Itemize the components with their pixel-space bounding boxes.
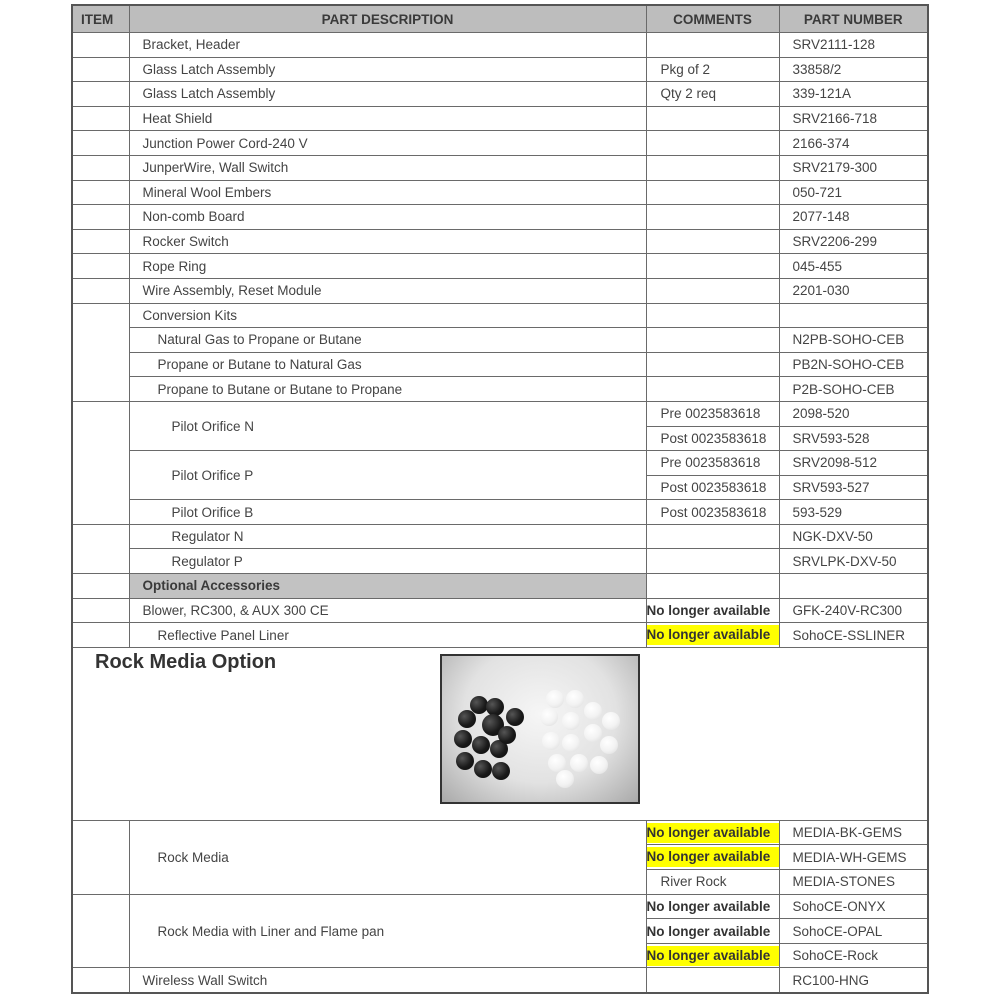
item-cell (72, 968, 129, 993)
part-number-cell: MEDIA-STONES (779, 870, 928, 895)
part-number-cell: SohoCE-OPAL (779, 919, 928, 944)
description-cell: Junction Power Cord-240 V (129, 131, 646, 156)
part-number-cell: PB2N-SOHO-CEB (779, 352, 928, 377)
table-row (72, 33, 928, 58)
part-number-cell (779, 574, 928, 599)
item-cell (72, 180, 129, 205)
black-gem (474, 760, 492, 778)
table-row (72, 968, 928, 993)
table-row (72, 131, 928, 156)
table-row (72, 524, 928, 549)
table-row (72, 205, 928, 230)
part-number-cell: 045-455 (779, 254, 928, 279)
comment-cell (646, 968, 779, 993)
white-gem (562, 734, 580, 752)
status-text-highlighted: No longer available (647, 625, 779, 645)
description-cell: Wire Assembly, Reset Module (129, 278, 646, 303)
header-item: ITEM (72, 5, 129, 33)
comment-cell: River Rock (646, 870, 779, 895)
part-number-cell: GFK-240V-RC300 (779, 598, 928, 623)
description-cell: Blower, RC300, & AUX 300 CE (129, 598, 646, 623)
status-text-highlighted: No longer available (647, 847, 779, 867)
part-number-cell: N2PB-SOHO-CEB (779, 328, 928, 353)
table-row (72, 155, 928, 180)
white-gem (570, 754, 588, 772)
description-cell: Pilot Orifice N (129, 401, 646, 450)
part-number-cell: P2B-SOHO-CEB (779, 377, 928, 402)
table-row (72, 303, 928, 328)
description-cell: Pilot Orifice B (129, 500, 646, 525)
item-cell (72, 106, 129, 131)
part-number-cell: SRV2179-300 (779, 155, 928, 180)
black-gem (498, 726, 516, 744)
white-gem (546, 690, 564, 708)
item-cell (72, 524, 129, 573)
description-cell: Glass Latch Assembly (129, 82, 646, 107)
white-gem (590, 756, 608, 774)
comment-cell: Pkg of 2 (646, 57, 779, 82)
description-cell: Bracket, Header (129, 33, 646, 58)
table-row (72, 820, 928, 845)
description-cell: Non-comb Board (129, 205, 646, 230)
white-gem (540, 708, 558, 726)
item-cell (72, 57, 129, 82)
part-number-cell: SRV2206-299 (779, 229, 928, 254)
comment-cell (646, 574, 779, 599)
item-cell (72, 820, 129, 894)
comment-cell: Post 0023583618 (646, 426, 779, 451)
comment-cell: Qty 2 req (646, 82, 779, 107)
comment-cell (646, 106, 779, 131)
item-cell (72, 33, 129, 58)
part-number-cell: RC100-HNG (779, 968, 928, 993)
item-cell (72, 155, 129, 180)
comment-cell (646, 131, 779, 156)
description-cell: Propane or Butane to Natural Gas (129, 352, 646, 377)
part-number-cell: NGK-DXV-50 (779, 524, 928, 549)
item-cell (72, 894, 129, 968)
comment-cell (646, 524, 779, 549)
white-gem (562, 712, 580, 730)
description-cell: Rocker Switch (129, 229, 646, 254)
part-number-cell: 2077-148 (779, 205, 928, 230)
header-row (72, 5, 928, 33)
description-cell: Pilot Orifice P (129, 451, 646, 500)
part-number-cell: MEDIA-WH-GEMS (779, 845, 928, 870)
black-gem (458, 710, 476, 728)
comment-cell (646, 229, 779, 254)
availability-status (646, 820, 779, 845)
item-cell (72, 229, 129, 254)
comment-cell (646, 180, 779, 205)
comment-cell (646, 254, 779, 279)
black-gem (506, 708, 524, 726)
comment-cell (646, 155, 779, 180)
part-number-cell: 050-721 (779, 180, 928, 205)
table-row (72, 894, 928, 919)
description-cell: Glass Latch Assembly (129, 57, 646, 82)
status-text: No longer available (646, 898, 771, 914)
table-row (72, 278, 928, 303)
white-gem (584, 702, 602, 720)
table-row (72, 57, 928, 82)
description-cell: Rock Media (129, 820, 646, 894)
item-cell (72, 205, 129, 230)
part-number-cell: MEDIA-BK-GEMS (779, 820, 928, 845)
table-row (72, 106, 928, 131)
part-number-cell: 2098-520 (779, 401, 928, 426)
comment-cell: Post 0023583618 (646, 500, 779, 525)
part-number-cell: SRVLPK-DXV-50 (779, 549, 928, 574)
part-number-cell: 593-529 (779, 500, 928, 525)
availability-status (646, 845, 779, 870)
part-number-cell: SohoCE-SSLINER (779, 623, 928, 648)
table-row (72, 500, 928, 525)
part-number-cell: 2201-030 (779, 278, 928, 303)
table-row (72, 82, 928, 107)
description-cell: JunperWire, Wall Switch (129, 155, 646, 180)
comment-cell: Pre 0023583618 (646, 401, 779, 426)
description-cell: Heat Shield (129, 106, 646, 131)
parts-table (71, 4, 929, 994)
availability-status (646, 623, 779, 648)
comment-cell (646, 328, 779, 353)
item-cell (72, 623, 129, 648)
description-cell: Regulator P (129, 549, 646, 574)
part-number-cell: SRV593-528 (779, 426, 928, 451)
item-cell (72, 82, 129, 107)
part-number-cell: SRV593-527 (779, 475, 928, 500)
part-number-cell: SRV2098-512 (779, 451, 928, 476)
header-comments: COMMENTS (646, 5, 779, 33)
comment-cell (646, 303, 779, 328)
item-cell (72, 278, 129, 303)
table-row (72, 328, 928, 353)
comment-cell (646, 352, 779, 377)
description-cell: Wireless Wall Switch (129, 968, 646, 993)
part-number-cell (779, 303, 928, 328)
comment-cell: Post 0023583618 (646, 475, 779, 500)
part-number-cell: SRV2111-128 (779, 33, 928, 58)
table-row (72, 623, 928, 648)
comment-cell (646, 33, 779, 58)
part-number-cell: 339-121A (779, 82, 928, 107)
part-number-cell: 33858/2 (779, 57, 928, 82)
description-cell: Rock Media with Liner and Flame pan (129, 894, 646, 968)
table-row (72, 229, 928, 254)
availability-status (646, 943, 779, 968)
comment-cell: Pre 0023583618 (646, 451, 779, 476)
status-text-highlighted: No longer available (647, 946, 779, 966)
description-cell: Rope Ring (129, 254, 646, 279)
comment-cell (646, 205, 779, 230)
header-description: PART DESCRIPTION (129, 5, 646, 33)
availability-status (646, 598, 779, 623)
white-gem (556, 770, 574, 788)
table-row (72, 598, 928, 623)
table-row (72, 352, 928, 377)
rock-media-title: Rock Media Option (95, 650, 277, 673)
rock-media-photo (440, 654, 640, 804)
status-text-highlighted: No longer available (647, 823, 779, 843)
description-cell: Propane to Butane or Butane to Propane (129, 377, 646, 402)
table-row (72, 451, 928, 476)
item-cell (72, 254, 129, 279)
white-gem (600, 736, 618, 754)
black-gem (456, 752, 474, 770)
table-row (72, 549, 928, 574)
status-text: No longer available (646, 602, 771, 618)
description-cell: Mineral Wool Embers (129, 180, 646, 205)
black-gem (472, 736, 490, 754)
section-heading: Optional Accessories (129, 574, 646, 599)
availability-status (646, 894, 779, 919)
description-cell: Natural Gas to Propane or Butane (129, 328, 646, 353)
white-gem (584, 724, 602, 742)
part-number-cell: SohoCE-ONYX (779, 894, 928, 919)
comment-cell (646, 377, 779, 402)
black-gem (454, 730, 472, 748)
table-row (72, 180, 928, 205)
comment-cell (646, 278, 779, 303)
white-gem (602, 712, 620, 730)
header-part-number: PART NUMBER (779, 5, 928, 33)
part-number-cell: SohoCE-Rock (779, 943, 928, 968)
black-gem (492, 762, 510, 780)
comment-cell (646, 549, 779, 574)
description-cell: Conversion Kits (129, 303, 646, 328)
table-row (72, 377, 928, 402)
white-gem (542, 732, 560, 750)
item-cell (72, 303, 129, 401)
item-cell (72, 131, 129, 156)
status-text: No longer available (646, 923, 771, 939)
part-number-cell: SRV2166-718 (779, 106, 928, 131)
table-row (72, 254, 928, 279)
part-number-cell: 2166-374 (779, 131, 928, 156)
section-row-optional-accessories (72, 574, 928, 599)
availability-status (646, 919, 779, 944)
white-gem (566, 690, 584, 708)
table-row (72, 401, 928, 426)
description-cell: Reflective Panel Liner (129, 623, 646, 648)
item-cell (72, 574, 129, 599)
item-cell (72, 598, 129, 623)
item-cell (72, 401, 129, 524)
description-cell: Regulator N (129, 524, 646, 549)
